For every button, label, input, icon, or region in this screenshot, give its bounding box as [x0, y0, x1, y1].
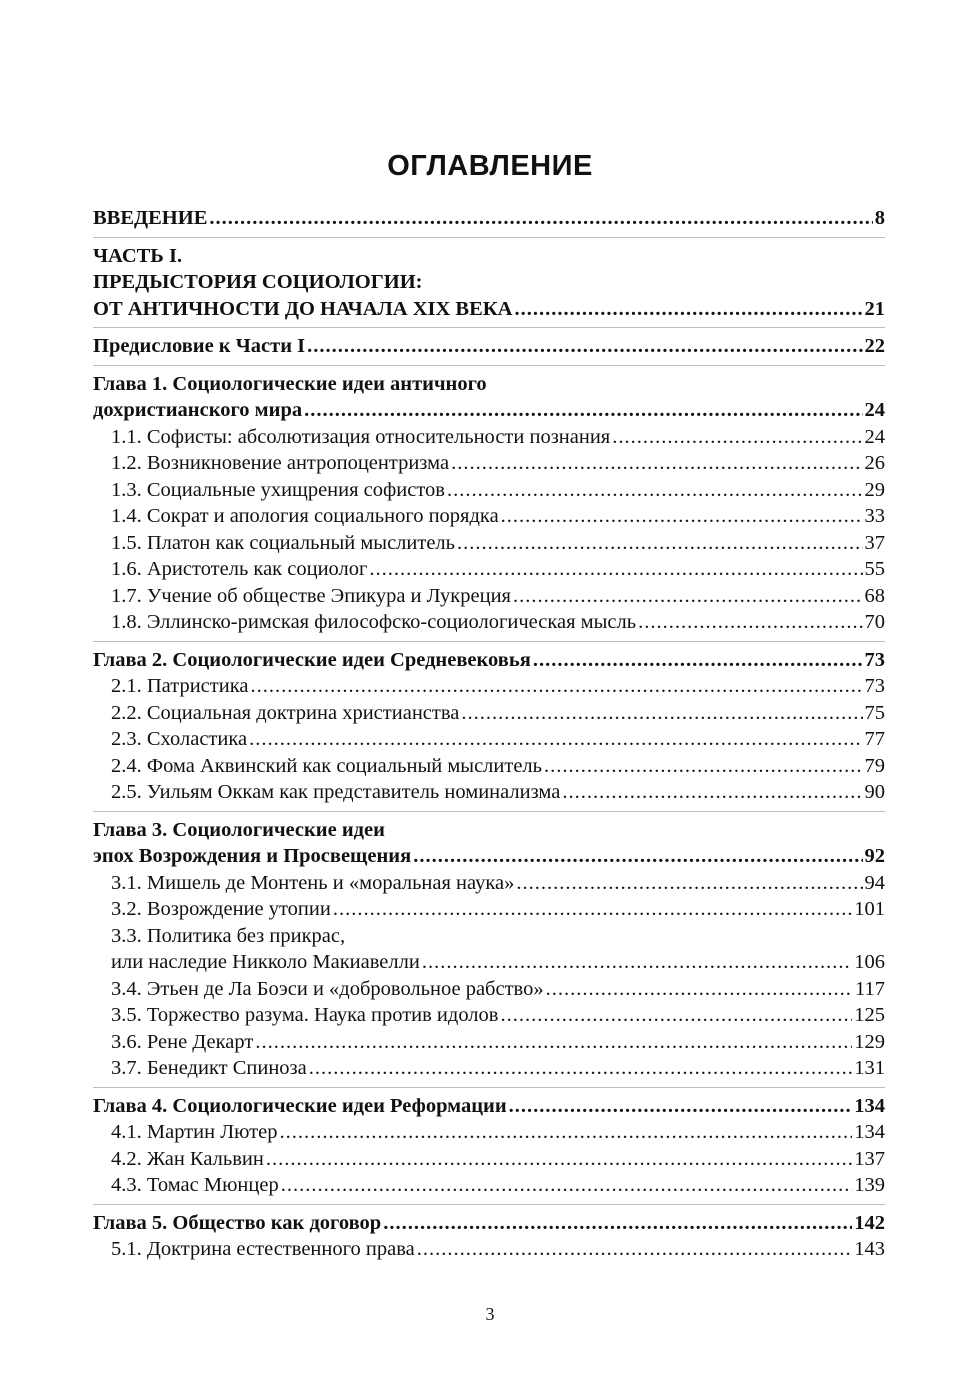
toc-entry-3-7[interactable]: 3.7. Бенедикт Спиноза ..... 131: [93, 1055, 885, 1082]
leader-dots: [509, 1093, 853, 1120]
divider: [93, 1087, 885, 1088]
toc-entry-3-1[interactable]: 3.1. Мишель де Монтень и «моральная наука» ..... 94: [93, 870, 885, 897]
toc-entry-intro[interactable]: ВВЕДЕНИЕ ..... 8: [93, 205, 885, 232]
divider: [93, 1204, 885, 1205]
leader-dots: [513, 583, 863, 610]
leader-dots: [516, 870, 862, 897]
toc-entry-4-3[interactable]: 4.3. Томас Мюнцер ..... 139: [93, 1172, 885, 1199]
leader-dots: [333, 896, 852, 923]
leader-dots: [383, 1210, 852, 1237]
leader-dots: [249, 726, 862, 753]
leader-dots: [307, 333, 862, 360]
leader-dots: [638, 609, 862, 636]
toc-part1-line1: ЧАСТЬ I.: [93, 244, 183, 267]
divider: [93, 327, 885, 328]
toc-entry-3-2[interactable]: 3.2. Возрождение утопии ..... 101: [93, 896, 885, 923]
toc-entry-part1[interactable]: ОТ АНТИЧНОСТИ ДО НАЧАЛА XIX ВЕКА ..... 21: [93, 296, 885, 323]
toc-chapter3-line1: Глава 3. Социологические идеи: [93, 818, 385, 841]
leader-dots: [309, 1055, 852, 1082]
leader-dots: [447, 477, 863, 504]
toc-entry-2-2[interactable]: 2.2. Социальная доктрина христианства ..... 75: [93, 700, 885, 727]
leader-dots: [422, 949, 852, 976]
toc-entry-3-4[interactable]: 3.4. Этьен де Ла Боэси и «добровольное рабство» ..... 117: [93, 976, 885, 1003]
leader-dots: [304, 397, 862, 424]
toc-entry-4-2[interactable]: 4.2. Жан Кальвин ..... 137: [93, 1146, 885, 1173]
toc-entry-chapter2[interactable]: Глава 2. Социологические идеи Средневековья ..... 73: [93, 647, 885, 674]
divider: [93, 811, 885, 812]
toc-entry-chapter5[interactable]: Глава 5. Общество как договор ..... 142: [93, 1210, 885, 1237]
toc-entry-1-4[interactable]: 1.4. Сократ и апология социального порядка ..... 33: [93, 503, 885, 530]
leader-dots: [461, 700, 862, 727]
toc-entry-chapter4[interactable]: Глава 4. Социологические идеи Реформации ..... 134: [93, 1093, 885, 1120]
leader-dots: [413, 843, 862, 870]
leader-dots: [209, 205, 872, 232]
leader-dots: [266, 1146, 852, 1173]
toc-entry-3-3-line1: 3.3. Политика без прикрас,: [111, 924, 346, 947]
leader-dots: [369, 556, 862, 583]
toc-entry-2-3[interactable]: 2.3. Схоластика ..... 77: [93, 726, 885, 753]
toc-chapter1-line1: Глава 1. Социологические идеи античного: [93, 372, 487, 395]
divider: [93, 237, 885, 238]
leader-dots: [279, 1119, 852, 1146]
toc-entry-3-3[interactable]: или наследие Никколо Макиавелли ..... 106: [93, 949, 885, 976]
leader-dots: [457, 530, 862, 557]
leader-dots: [500, 1002, 852, 1029]
toc-entry-1-8[interactable]: 1.8. Эллинско-римская философско-социологическая мысль ..... 70: [93, 609, 885, 636]
divider: [93, 641, 885, 642]
toc-entry-2-5[interactable]: 2.5. Уильям Оккам как представитель номинализма ..... 90: [93, 779, 885, 806]
leader-dots: [255, 1029, 852, 1056]
table-of-contents: [93, 205, 885, 1263]
toc-entry-1-3[interactable]: 1.3. Социальные ухищрения софистов ..... 29: [93, 477, 885, 504]
divider: [93, 365, 885, 366]
toc-entry-chapter3[interactable]: эпох Возрождения и Просвещения ..... 92: [93, 843, 885, 870]
toc-entry-1-1[interactable]: 1.1. Софисты: абсолютизация относительности познания ..... 24: [93, 424, 885, 451]
toc-entry-4-1[interactable]: 4.1. Мартин Лютер ..... 134: [93, 1119, 885, 1146]
leader-dots: [417, 1236, 853, 1263]
toc-entry-1-2[interactable]: 1.2. Возникновение антропоцентризма ..... 26: [93, 450, 885, 477]
leader-dots: [612, 424, 862, 451]
page-number: 3: [485, 1304, 495, 1324]
toc-entry-3-5[interactable]: 3.5. Торжество разума. Наука против идолов ..... 125: [93, 1002, 885, 1029]
toc-entry-5-1[interactable]: 5.1. Доктрина естественного права ..... 143: [93, 1236, 885, 1263]
leader-dots: [533, 647, 863, 674]
toc-entry-3-6[interactable]: 3.6. Рене Декарт ..... 129: [93, 1029, 885, 1056]
toc-entry-2-1[interactable]: 2.1. Патристика ..... 73: [93, 673, 885, 700]
leader-dots: [562, 779, 862, 806]
toc-part1-line2: ПРЕДЫСТОРИЯ СОЦИОЛОГИИ:: [93, 271, 423, 293]
leader-dots: [501, 503, 863, 530]
toc-entry-chapter1[interactable]: дохристианского мира ..... 24: [93, 397, 885, 424]
page-title: ОГЛАВЛЕНИЕ: [387, 150, 593, 182]
toc-entry-1-6[interactable]: 1.6. Аристотель как социолог ..... 55: [93, 556, 885, 583]
toc-entry-1-5[interactable]: 1.5. Платон как социальный мыслитель ..... 37: [93, 530, 885, 557]
leader-dots: [281, 1172, 853, 1199]
leader-dots: [544, 753, 862, 780]
leader-dots: [546, 976, 853, 1003]
toc-entry-2-4[interactable]: 2.4. Фома Аквинский как социальный мыслитель ..... 79: [93, 753, 885, 780]
toc-entry-preface[interactable]: Предисловие к Части I ..... 22: [93, 333, 885, 360]
leader-dots: [514, 296, 862, 323]
toc-entry-1-7[interactable]: 1.7. Учение об обществе Эпикура и Лукреция ..... 68: [93, 583, 885, 610]
leader-dots: [451, 450, 862, 477]
leader-dots: [250, 673, 862, 700]
